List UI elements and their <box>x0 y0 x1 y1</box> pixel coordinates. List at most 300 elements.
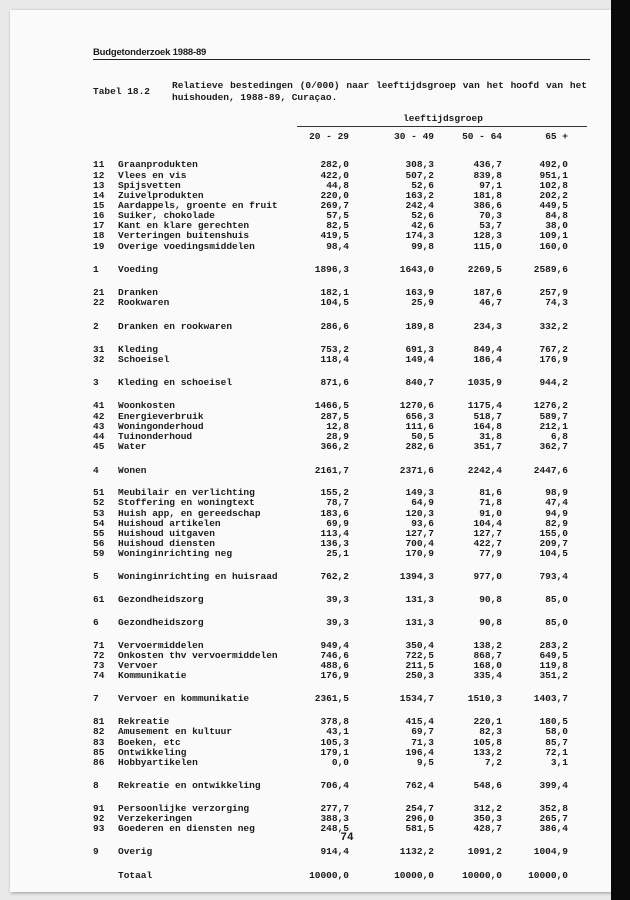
row-value: 1276,2 <box>533 400 568 411</box>
row-value: 762,4 <box>405 780 434 791</box>
row-code: 13 <box>93 180 105 191</box>
row-code: 43 <box>93 421 105 432</box>
row-value: 868,7 <box>473 650 502 661</box>
row-value: 163,2 <box>405 190 434 201</box>
row-value: 840,7 <box>405 377 434 388</box>
row-label: Totaal <box>118 870 153 881</box>
row-label: Amusement en kultuur <box>118 726 233 737</box>
row-value: 366,2 <box>320 441 349 452</box>
row-value: 362,7 <box>539 441 568 452</box>
row-value: 849,4 <box>473 344 502 355</box>
table-row <box>0 441 630 452</box>
row-label: Energieverbruik <box>118 411 204 422</box>
row-value: 518,7 <box>473 411 502 422</box>
row-code: 2 <box>93 321 99 332</box>
row-value: 120,3 <box>405 508 434 519</box>
row-value: 6,8 <box>550 431 568 442</box>
row-code: 12 <box>93 170 105 181</box>
row-code: 86 <box>93 757 105 768</box>
row-value: 581,5 <box>405 823 434 834</box>
row-value: 31,8 <box>479 431 502 442</box>
row-value: 25,9 <box>411 297 434 308</box>
row-value: 38,0 <box>545 220 568 231</box>
row-value: 84,8 <box>545 210 568 221</box>
row-value: 12,8 <box>326 421 349 432</box>
row-value: 104,4 <box>473 518 502 529</box>
row-value: 399,4 <box>539 780 568 791</box>
row-label: Kant en klare gerechten <box>118 220 250 231</box>
row-label: Dranken en rookwaren <box>118 321 233 332</box>
row-value: 3,1 <box>550 757 568 768</box>
row-label: Kleding <box>118 344 158 355</box>
group-label: leeftijdsgroep <box>403 113 483 124</box>
row-value: 2447,6 <box>533 465 568 476</box>
row-code: 52 <box>93 497 105 508</box>
row-label: Huish app, en gereedschap <box>118 508 261 519</box>
row-value: 746,6 <box>320 650 349 661</box>
row-value: 422,7 <box>473 538 502 549</box>
row-value: 155,2 <box>320 487 349 498</box>
column-header: 20 - 29 <box>309 131 349 142</box>
row-value: 78,7 <box>326 497 349 508</box>
row-value: 335,4 <box>473 670 502 681</box>
row-value: 449,5 <box>539 200 568 211</box>
row-code: 9 <box>93 846 99 857</box>
row-code: 44 <box>93 431 105 442</box>
row-value: 352,8 <box>539 803 568 814</box>
row-label: Huishoud uitgaven <box>118 528 215 539</box>
row-value: 50,5 <box>411 431 434 442</box>
row-label: Woninginrichting en huisraad <box>118 571 278 582</box>
row-label: Stoffering en woningtext <box>118 497 255 508</box>
row-value: 269,7 <box>320 200 349 211</box>
table-row <box>0 726 630 737</box>
header-rule <box>93 59 590 60</box>
row-value: 282,0 <box>320 159 349 170</box>
row-value: 25,1 <box>326 548 349 559</box>
row-label: Vervoermiddelen <box>118 640 204 651</box>
row-value: 649,5 <box>539 650 568 661</box>
row-value: 656,3 <box>405 411 434 422</box>
table-row <box>0 780 630 791</box>
row-code: 41 <box>93 400 105 411</box>
table-row <box>0 548 630 559</box>
row-value: 951,1 <box>539 170 568 181</box>
row-code: 15 <box>93 200 105 211</box>
row-value: 160,0 <box>539 241 568 252</box>
table-row <box>0 377 630 388</box>
row-value: 762,2 <box>320 571 349 582</box>
group-rule <box>297 126 587 127</box>
running-header: Budgetonderzoek 1988-89 <box>93 47 207 58</box>
row-value: 220,0 <box>320 190 349 201</box>
table-row <box>0 354 630 365</box>
row-value: 386,4 <box>539 823 568 834</box>
row-value: 74,3 <box>545 297 568 308</box>
row-code: 19 <box>93 241 105 252</box>
table-row <box>0 617 630 628</box>
row-value: 386,6 <box>473 200 502 211</box>
column-header: 30 - 49 <box>394 131 434 142</box>
row-code: 6 <box>93 617 99 628</box>
row-label: Goederen en diensten neg <box>118 823 255 834</box>
row-value: 350,4 <box>405 640 434 651</box>
row-value: 428,7 <box>473 823 502 834</box>
table-row <box>0 757 630 768</box>
row-value: 1035,9 <box>467 377 502 388</box>
row-value: 949,4 <box>320 640 349 651</box>
row-value: 57,5 <box>326 210 349 221</box>
row-value: 1466,5 <box>314 400 349 411</box>
row-value: 277,7 <box>320 803 349 814</box>
row-value: 388,3 <box>320 813 349 824</box>
row-code: 32 <box>93 354 105 365</box>
row-value: 378,8 <box>320 716 349 727</box>
row-value: 1394,3 <box>399 571 434 582</box>
row-code: 91 <box>93 803 105 814</box>
row-code: 53 <box>93 508 105 519</box>
row-value: 98,9 <box>545 487 568 498</box>
row-label: Suiker, chokolade <box>118 210 215 221</box>
row-value: 179,1 <box>320 747 349 758</box>
row-code: 81 <box>93 716 105 727</box>
row-value: 2589,6 <box>533 264 568 275</box>
row-value: 77,9 <box>479 548 502 559</box>
row-code: 45 <box>93 441 105 452</box>
row-code: 93 <box>93 823 105 834</box>
row-value: 839,8 <box>473 170 502 181</box>
row-value: 436,7 <box>473 159 502 170</box>
row-value: 109,1 <box>539 230 568 241</box>
row-value: 1132,2 <box>399 846 434 857</box>
row-value: 85,7 <box>545 737 568 748</box>
row-value: 1510,3 <box>467 693 502 704</box>
row-value: 1534,7 <box>399 693 434 704</box>
row-value: 64,9 <box>411 497 434 508</box>
row-label: Zuivelprodukten <box>118 190 204 201</box>
row-value: 700,4 <box>405 538 434 549</box>
row-code: 7 <box>93 693 99 704</box>
row-value: 265,7 <box>539 813 568 824</box>
row-value: 69,9 <box>326 518 349 529</box>
row-label: Meubilair en verlichting <box>118 487 255 498</box>
row-label: Vervoer en kommunikatie <box>118 693 250 704</box>
row-value: 138,2 <box>473 640 502 651</box>
row-value: 10000,0 <box>528 870 568 881</box>
row-value: 52,6 <box>411 180 434 191</box>
row-value: 128,3 <box>473 230 502 241</box>
row-code: 14 <box>93 190 105 201</box>
table-row <box>0 497 630 508</box>
table-row <box>0 465 630 476</box>
row-value: 163,9 <box>405 287 434 298</box>
row-value: 753,2 <box>320 344 349 355</box>
row-value: 914,4 <box>320 846 349 857</box>
row-value: 296,0 <box>405 813 434 824</box>
row-value: 2269,5 <box>467 264 502 275</box>
row-value: 589,7 <box>539 411 568 422</box>
row-value: 58,0 <box>545 726 568 737</box>
row-label: Verteringen buitenshuis <box>118 230 250 241</box>
row-label: Woninginrichting neg <box>118 548 233 559</box>
table-row <box>0 297 630 308</box>
row-value: 131,3 <box>405 594 434 605</box>
row-value: 90,8 <box>479 617 502 628</box>
row-code: 61 <box>93 594 105 605</box>
row-value: 44,8 <box>326 180 349 191</box>
row-value: 1004,9 <box>533 846 568 857</box>
row-code: 5 <box>93 571 99 582</box>
row-value: 706,4 <box>320 780 349 791</box>
column-header: 65 + <box>545 131 568 142</box>
row-code: 51 <box>93 487 105 498</box>
table-row <box>0 241 630 252</box>
row-value: 111,6 <box>405 421 434 432</box>
row-value: 91,0 <box>479 508 502 519</box>
row-value: 10000,0 <box>462 870 502 881</box>
row-code: 3 <box>93 377 99 388</box>
row-value: 98,4 <box>326 241 349 252</box>
row-value: 181,8 <box>473 190 502 201</box>
row-value: 2161,7 <box>314 465 349 476</box>
row-label: Rekreatie <box>118 716 170 727</box>
row-label: Dranken <box>118 287 158 298</box>
row-label: Huishoud diensten <box>118 538 215 549</box>
row-value: 415,4 <box>405 716 434 727</box>
row-value: 170,9 <box>405 548 434 559</box>
row-code: 16 <box>93 210 105 221</box>
row-value: 10000,0 <box>309 870 349 881</box>
row-value: 793,4 <box>539 571 568 582</box>
row-value: 180,5 <box>539 716 568 727</box>
row-value: 211,5 <box>405 660 434 671</box>
row-value: 176,9 <box>539 354 568 365</box>
table-row <box>0 870 630 881</box>
row-code: 8 <box>93 780 99 791</box>
row-label: Gezondheidszorg <box>118 617 204 628</box>
row-value: 189,8 <box>405 321 434 332</box>
row-value: 149,4 <box>405 354 434 365</box>
row-value: 104,5 <box>320 297 349 308</box>
row-value: 308,3 <box>405 159 434 170</box>
row-value: 131,3 <box>405 617 434 628</box>
row-label: Rekreatie en ontwikkeling <box>118 780 261 791</box>
page-number: 74 <box>340 832 354 844</box>
row-label: Ontwikkeling <box>118 747 187 758</box>
row-value: 118,4 <box>320 354 349 365</box>
row-value: 149,3 <box>405 487 434 498</box>
row-value: 127,7 <box>473 528 502 539</box>
row-value: 234,3 <box>473 321 502 332</box>
row-value: 43,1 <box>326 726 349 737</box>
row-value: 220,1 <box>473 716 502 727</box>
row-value: 283,2 <box>539 640 568 651</box>
row-label: Hobbyartikelen <box>118 757 198 768</box>
row-code: 54 <box>93 518 105 529</box>
row-value: 242,4 <box>405 200 434 211</box>
row-value: 548,6 <box>473 780 502 791</box>
row-code: 74 <box>93 670 105 681</box>
row-value: 82,3 <box>479 726 502 737</box>
row-value: 1175,4 <box>467 400 502 411</box>
row-value: 10000,0 <box>394 870 434 881</box>
row-value: 182,1 <box>320 287 349 298</box>
row-value: 286,6 <box>320 321 349 332</box>
row-value: 332,2 <box>539 321 568 332</box>
row-value: 7,2 <box>484 757 502 768</box>
row-value: 42,6 <box>411 220 434 231</box>
table-row <box>0 400 630 411</box>
row-value: 196,4 <box>405 747 434 758</box>
row-label: Overig <box>118 846 153 857</box>
row-value: 351,7 <box>473 441 502 452</box>
row-value: 155,0 <box>539 528 568 539</box>
row-code: 11 <box>93 159 105 170</box>
row-label: Onkosten thv vervoermiddelen <box>118 650 278 661</box>
row-value: 209,7 <box>539 538 568 549</box>
row-code: 17 <box>93 220 105 231</box>
row-value: 282,6 <box>405 441 434 452</box>
row-code: 71 <box>93 640 105 651</box>
row-value: 351,2 <box>539 670 568 681</box>
table-row <box>0 693 630 704</box>
row-label: Graanprodukten <box>118 159 198 170</box>
row-value: 115,0 <box>473 241 502 252</box>
table-row <box>0 846 630 857</box>
row-label: Kommunikatie <box>118 670 187 681</box>
row-value: 722,5 <box>405 650 434 661</box>
row-value: 871,6 <box>320 377 349 388</box>
row-value: 47,4 <box>545 497 568 508</box>
row-label: Boeken, etc <box>118 737 181 748</box>
row-value: 70,3 <box>479 210 502 221</box>
row-label: Vlees en vis <box>118 170 187 181</box>
row-label: Wonen <box>118 465 147 476</box>
row-label: Rookwaren <box>118 297 170 308</box>
row-value: 133,2 <box>473 747 502 758</box>
row-value: 52,6 <box>411 210 434 221</box>
row-label: Voeding <box>118 264 158 275</box>
table-row <box>0 670 630 681</box>
row-code: 85 <box>93 747 105 758</box>
row-value: 104,5 <box>539 548 568 559</box>
row-value: 164,8 <box>473 421 502 432</box>
row-value: 250,3 <box>405 670 434 681</box>
row-value: 176,9 <box>320 670 349 681</box>
row-value: 0,0 <box>331 757 349 768</box>
row-label: Kleding en schoeisel <box>118 377 233 388</box>
row-value: 2242,4 <box>467 465 502 476</box>
row-value: 1643,0 <box>399 264 434 275</box>
row-label: Aardappels, groente en fruit <box>118 200 278 211</box>
row-value: 254,7 <box>405 803 434 814</box>
row-code: 4 <box>93 465 99 476</box>
row-value: 71,8 <box>479 497 502 508</box>
row-value: 312,2 <box>473 803 502 814</box>
table-caption: Relatieve bestedingen (0/000) naar leeftijdsgroep van het hoofd van het huishouden, 1988-89, Curaçao. <box>172 80 587 103</box>
row-code: 31 <box>93 344 105 355</box>
row-code: 1 <box>93 264 99 275</box>
row-value: 212,1 <box>539 421 568 432</box>
table-row <box>0 321 630 332</box>
row-value: 691,3 <box>405 344 434 355</box>
row-value: 1403,7 <box>533 693 568 704</box>
row-value: 350,3 <box>473 813 502 824</box>
row-value: 202,2 <box>539 190 568 201</box>
row-code: 21 <box>93 287 105 298</box>
row-label: Woningonderhoud <box>118 421 204 432</box>
row-value: 39,3 <box>326 594 349 605</box>
row-label: Huishoud artikelen <box>118 518 221 529</box>
row-value: 105,3 <box>320 737 349 748</box>
row-value: 82,5 <box>326 220 349 231</box>
row-value: 53,7 <box>479 220 502 231</box>
table-row <box>0 571 630 582</box>
row-value: 46,7 <box>479 297 502 308</box>
row-label: Water <box>118 441 147 452</box>
row-code: 92 <box>93 813 105 824</box>
row-label: Woonkosten <box>118 400 176 411</box>
row-value: 119,8 <box>539 660 568 671</box>
row-label: Verzekeringen <box>118 813 193 824</box>
table-label: Tabel 18.2 <box>93 86 151 97</box>
row-value: 81,6 <box>479 487 502 498</box>
row-value: 2371,6 <box>399 465 434 476</box>
row-value: 422,0 <box>320 170 349 181</box>
row-value: 136,3 <box>320 538 349 549</box>
row-value: 168,0 <box>473 660 502 671</box>
table-row <box>0 159 630 170</box>
row-value: 85,0 <box>545 617 568 628</box>
row-code: 55 <box>93 528 105 539</box>
column-header: 50 - 64 <box>462 131 502 142</box>
row-label: Tuinonderhoud <box>118 431 193 442</box>
row-value: 72,1 <box>545 747 568 758</box>
row-value: 767,2 <box>539 344 568 355</box>
row-code: 72 <box>93 650 105 661</box>
row-value: 90,8 <box>479 594 502 605</box>
row-value: 1091,2 <box>467 846 502 857</box>
row-value: 248,5 <box>320 823 349 834</box>
table-row <box>0 264 630 275</box>
table-row <box>0 823 630 834</box>
row-code: 73 <box>93 660 105 671</box>
row-value: 977,0 <box>473 571 502 582</box>
row-label: Schoeisel <box>118 354 170 365</box>
row-value: 93,6 <box>411 518 434 529</box>
row-label: Gezondheidszorg <box>118 594 204 605</box>
row-value: 174,3 <box>405 230 434 241</box>
row-label: Persoonlijke verzorging <box>118 803 250 814</box>
row-code: 56 <box>93 538 105 549</box>
row-value: 82,9 <box>545 518 568 529</box>
row-value: 85,0 <box>545 594 568 605</box>
row-value: 1896,3 <box>314 264 349 275</box>
row-value: 94,9 <box>545 508 568 519</box>
row-value: 127,7 <box>405 528 434 539</box>
row-value: 39,3 <box>326 617 349 628</box>
row-value: 507,2 <box>405 170 434 181</box>
row-value: 183,6 <box>320 508 349 519</box>
row-label: Vervoer <box>118 660 158 671</box>
row-value: 113,4 <box>320 528 349 539</box>
row-value: 105,8 <box>473 737 502 748</box>
row-value: 102,8 <box>539 180 568 191</box>
row-value: 944,2 <box>539 377 568 388</box>
row-code: 22 <box>93 297 105 308</box>
row-value: 287,5 <box>320 411 349 422</box>
row-code: 18 <box>93 230 105 241</box>
